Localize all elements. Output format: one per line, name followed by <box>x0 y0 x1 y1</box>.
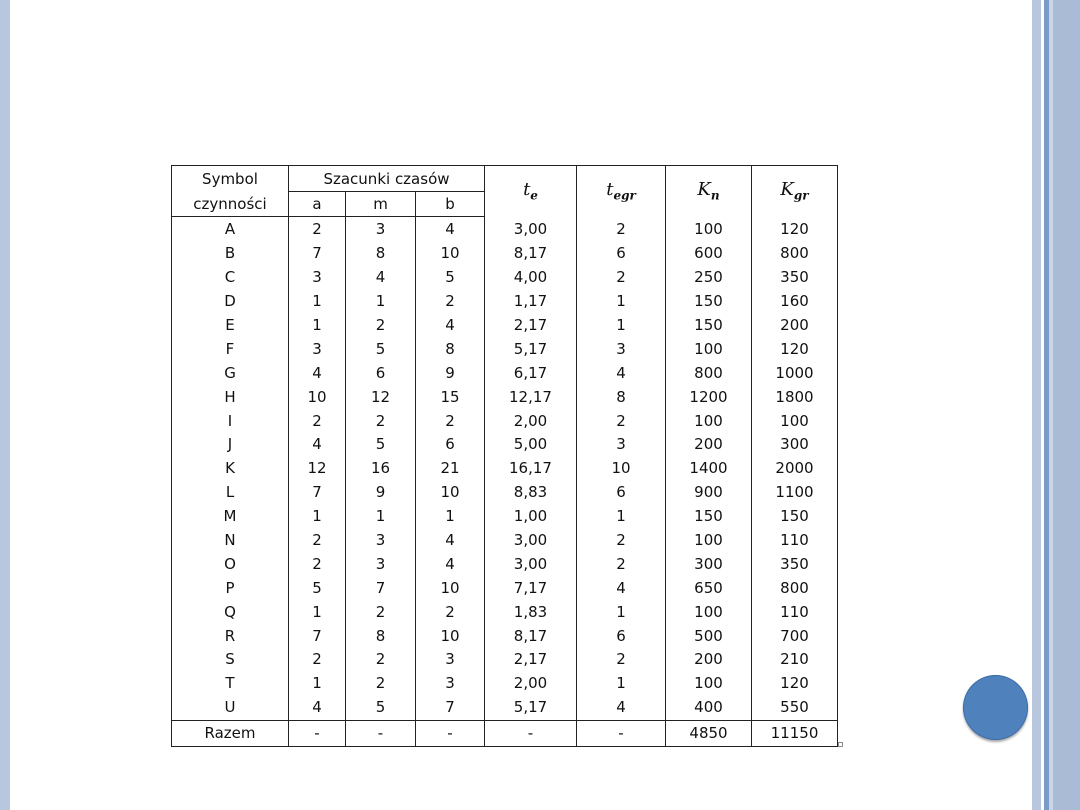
cell-kgr: 110 <box>752 529 838 553</box>
cell-symbol: T <box>172 672 289 696</box>
cell-symbol: C <box>172 266 289 290</box>
cell-te: 7,17 <box>485 576 577 600</box>
cell-symbol: S <box>172 648 289 672</box>
cell-m: 5 <box>346 337 416 361</box>
cell-symbol: U <box>172 696 289 720</box>
table-row <box>172 290 838 314</box>
cell-a: 2 <box>289 217 346 242</box>
header-a: a <box>289 192 346 217</box>
cell-b: 6 <box>416 433 485 457</box>
cell-m: 8 <box>346 242 416 266</box>
header-tegr-base: t <box>606 179 614 201</box>
table-row <box>172 385 838 409</box>
cell-a: 1 <box>289 505 346 529</box>
cell-kn: 200 <box>666 433 752 457</box>
cell-tegr: 4 <box>577 361 666 385</box>
table-row <box>172 600 838 624</box>
table-row <box>172 624 838 648</box>
cell-m: 5 <box>346 696 416 720</box>
cell-te: 2,17 <box>485 314 577 338</box>
cell-b: 7 <box>416 696 485 720</box>
cell-tegr: 1 <box>577 290 666 314</box>
cell-te: 3,00 <box>485 217 577 242</box>
cell-te: 4,00 <box>485 266 577 290</box>
cell-tegr: 1 <box>577 505 666 529</box>
cell-kgr: 150 <box>752 505 838 529</box>
cell-kgr: 300 <box>752 433 838 457</box>
cell-m: 4 <box>346 266 416 290</box>
header-estimates: Szacunki czasów <box>289 166 485 192</box>
table-row <box>172 266 838 290</box>
cell-m: 5 <box>346 433 416 457</box>
cell-b: 21 <box>416 457 485 481</box>
cell-tegr: 2 <box>577 266 666 290</box>
cell-te: 8,17 <box>485 624 577 648</box>
table-row <box>172 457 838 481</box>
cell-b: 10 <box>416 624 485 648</box>
cell-b: 3 <box>416 648 485 672</box>
table-body <box>172 217 838 721</box>
cell-kn: 100 <box>666 672 752 696</box>
table-row <box>172 217 838 242</box>
cell-symbol: J <box>172 433 289 457</box>
cell-m: 2 <box>346 600 416 624</box>
cell-b: 15 <box>416 385 485 409</box>
cell-te: 2,00 <box>485 409 577 433</box>
cell-symbol: L <box>172 481 289 505</box>
cell-te: 6,17 <box>485 361 577 385</box>
cell-b: 4 <box>416 217 485 242</box>
table-row <box>172 433 838 457</box>
cell-a: 2 <box>289 529 346 553</box>
cell-kn: 100 <box>666 600 752 624</box>
header-row-1 <box>172 166 838 192</box>
cell-te: 5,17 <box>485 696 577 720</box>
cell-kn: 100 <box>666 409 752 433</box>
cell-m: 12 <box>346 385 416 409</box>
cell-kgr: 110 <box>752 600 838 624</box>
table-row <box>172 481 838 505</box>
cell-a: 3 <box>289 266 346 290</box>
cell-te: 1,83 <box>485 600 577 624</box>
cell-m: 6 <box>346 361 416 385</box>
cell-b: 4 <box>416 529 485 553</box>
cell-b: 8 <box>416 337 485 361</box>
cell-tegr: 2 <box>577 529 666 553</box>
cell-a: 2 <box>289 409 346 433</box>
cell-te: 5,17 <box>485 337 577 361</box>
cell-symbol: K <box>172 457 289 481</box>
cell-tegr: 6 <box>577 624 666 648</box>
cell-a: 4 <box>289 433 346 457</box>
cell-te: 8,17 <box>485 242 577 266</box>
cell-kn: 100 <box>666 529 752 553</box>
cell-kn: 250 <box>666 266 752 290</box>
cell-b: 2 <box>416 290 485 314</box>
cell-te: 3,00 <box>485 552 577 576</box>
cell-kgr: 210 <box>752 648 838 672</box>
header-b: b <box>416 192 485 217</box>
cell-tegr: 2 <box>577 217 666 242</box>
cell-m: 2 <box>346 648 416 672</box>
cell-kn: 200 <box>666 648 752 672</box>
cell-symbol: F <box>172 337 289 361</box>
cell-kn: 900 <box>666 481 752 505</box>
cell-tegr: 1 <box>577 600 666 624</box>
cell-a: 12 <box>289 457 346 481</box>
cell-kn: 150 <box>666 314 752 338</box>
cell-te: 16,17 <box>485 457 577 481</box>
cell-a: 7 <box>289 481 346 505</box>
cell-kn: 150 <box>666 505 752 529</box>
header-kgr <box>752 166 838 217</box>
cell-a: 10 <box>289 385 346 409</box>
cell-a: 1 <box>289 672 346 696</box>
cell-m: 8 <box>346 624 416 648</box>
cell-m: 16 <box>346 457 416 481</box>
cell-b: 10 <box>416 242 485 266</box>
header-kn-base: K <box>697 179 711 201</box>
header-m: m <box>346 192 416 217</box>
total-te: - <box>485 720 577 746</box>
header-kgr-base: K <box>780 179 794 201</box>
cell-kgr: 120 <box>752 672 838 696</box>
cell-symbol: E <box>172 314 289 338</box>
cell-tegr: 6 <box>577 242 666 266</box>
cell-symbol: D <box>172 290 289 314</box>
cell-kgr: 700 <box>752 624 838 648</box>
cell-symbol: M <box>172 505 289 529</box>
cell-b: 10 <box>416 481 485 505</box>
cell-symbol: O <box>172 552 289 576</box>
cell-kn: 1200 <box>666 385 752 409</box>
header-kgr-sub: gr <box>793 189 809 204</box>
cell-a: 1 <box>289 600 346 624</box>
header-kn-sub: n <box>710 189 720 204</box>
cell-kgr: 350 <box>752 266 838 290</box>
cell-a: 2 <box>289 552 346 576</box>
cell-kgr: 350 <box>752 552 838 576</box>
header-symbol-line2: czynności <box>172 192 289 217</box>
total-kgr: 11150 <box>752 720 838 746</box>
cell-a: 1 <box>289 290 346 314</box>
cell-a: 3 <box>289 337 346 361</box>
cell-te: 8,83 <box>485 481 577 505</box>
cell-m: 1 <box>346 505 416 529</box>
cell-symbol: P <box>172 576 289 600</box>
cell-b: 1 <box>416 505 485 529</box>
cell-m: 3 <box>346 217 416 242</box>
table-row <box>172 361 838 385</box>
cell-a: 2 <box>289 648 346 672</box>
cell-kgr: 120 <box>752 217 838 242</box>
header-symbol: Symbol <box>172 166 289 192</box>
cell-te: 5,00 <box>485 433 577 457</box>
cell-tegr: 3 <box>577 337 666 361</box>
cell-kgr: 2000 <box>752 457 838 481</box>
total-kn: 4850 <box>666 720 752 746</box>
cell-tegr: 1 <box>577 314 666 338</box>
cell-te: 2,00 <box>485 672 577 696</box>
cell-kn: 800 <box>666 361 752 385</box>
cell-b: 2 <box>416 409 485 433</box>
cell-b: 3 <box>416 672 485 696</box>
header-tegr <box>577 166 666 217</box>
cell-kgr: 1000 <box>752 361 838 385</box>
cell-a: 7 <box>289 242 346 266</box>
cell-te: 1,00 <box>485 505 577 529</box>
activity-estimates-table <box>171 165 838 747</box>
cell-b: 9 <box>416 361 485 385</box>
total-a: - <box>289 720 346 746</box>
cell-m: 2 <box>346 672 416 696</box>
cell-b: 4 <box>416 552 485 576</box>
right-decor-stripe-outer <box>1053 0 1080 810</box>
cell-symbol: B <box>172 242 289 266</box>
cell-b: 5 <box>416 266 485 290</box>
cell-kgr: 120 <box>752 337 838 361</box>
total-label: Razem <box>172 720 289 746</box>
cell-kgr: 1800 <box>752 385 838 409</box>
cell-te: 12,17 <box>485 385 577 409</box>
table-row <box>172 552 838 576</box>
table-row <box>172 672 838 696</box>
total-m: - <box>346 720 416 746</box>
table-row <box>172 696 838 720</box>
cell-kgr: 100 <box>752 409 838 433</box>
cell-m: 1 <box>346 290 416 314</box>
cell-symbol: R <box>172 624 289 648</box>
cell-kn: 1400 <box>666 457 752 481</box>
cell-tegr: 10 <box>577 457 666 481</box>
cell-a: 4 <box>289 696 346 720</box>
cell-kn: 650 <box>666 576 752 600</box>
table-row <box>172 505 838 529</box>
table-row <box>172 648 838 672</box>
cell-kgr: 160 <box>752 290 838 314</box>
resize-handle[interactable] <box>838 742 843 747</box>
cell-m: 3 <box>346 529 416 553</box>
cell-a: 4 <box>289 361 346 385</box>
cell-tegr: 8 <box>577 385 666 409</box>
total-tegr: - <box>577 720 666 746</box>
cell-m: 7 <box>346 576 416 600</box>
cell-symbol: A <box>172 217 289 242</box>
cell-m: 2 <box>346 409 416 433</box>
cell-symbol: Q <box>172 600 289 624</box>
cell-m: 9 <box>346 481 416 505</box>
header-kn <box>666 166 752 217</box>
decorative-circle <box>963 675 1028 740</box>
total-row <box>172 720 838 746</box>
left-decor-stripe <box>0 0 10 810</box>
cell-tegr: 2 <box>577 409 666 433</box>
cell-kn: 100 <box>666 217 752 242</box>
total-b: - <box>416 720 485 746</box>
cell-kn: 500 <box>666 624 752 648</box>
cell-tegr: 2 <box>577 648 666 672</box>
cell-symbol: I <box>172 409 289 433</box>
cell-te: 2,17 <box>485 648 577 672</box>
right-decor-stripe <box>1032 0 1041 810</box>
cell-symbol: H <box>172 385 289 409</box>
cell-tegr: 6 <box>577 481 666 505</box>
cell-b: 4 <box>416 314 485 338</box>
cell-a: 7 <box>289 624 346 648</box>
table-row <box>172 314 838 338</box>
table-row <box>172 576 838 600</box>
cell-b: 10 <box>416 576 485 600</box>
cell-te: 3,00 <box>485 529 577 553</box>
cell-a: 1 <box>289 314 346 338</box>
cell-tegr: 2 <box>577 552 666 576</box>
cell-m: 2 <box>346 314 416 338</box>
header-tegr-sub: egr <box>613 189 636 204</box>
table-row <box>172 337 838 361</box>
cell-a: 5 <box>289 576 346 600</box>
table-row <box>172 529 838 553</box>
cell-kn: 600 <box>666 242 752 266</box>
cell-kgr: 800 <box>752 242 838 266</box>
cell-kgr: 550 <box>752 696 838 720</box>
header-te <box>485 166 577 217</box>
cell-symbol: N <box>172 529 289 553</box>
cell-kn: 150 <box>666 290 752 314</box>
cell-kgr: 1100 <box>752 481 838 505</box>
cell-tegr: 4 <box>577 696 666 720</box>
table-row <box>172 242 838 266</box>
cell-kn: 100 <box>666 337 752 361</box>
cell-symbol: G <box>172 361 289 385</box>
table-row <box>172 409 838 433</box>
cell-tegr: 3 <box>577 433 666 457</box>
cell-tegr: 4 <box>577 576 666 600</box>
cell-b: 2 <box>416 600 485 624</box>
cell-te: 1,17 <box>485 290 577 314</box>
cell-kgr: 800 <box>752 576 838 600</box>
cell-kgr: 200 <box>752 314 838 338</box>
cell-tegr: 1 <box>577 672 666 696</box>
cell-kn: 400 <box>666 696 752 720</box>
cell-m: 3 <box>346 552 416 576</box>
header-te-base: t <box>523 179 531 201</box>
cell-kn: 300 <box>666 552 752 576</box>
header-te-sub: e <box>530 189 538 204</box>
